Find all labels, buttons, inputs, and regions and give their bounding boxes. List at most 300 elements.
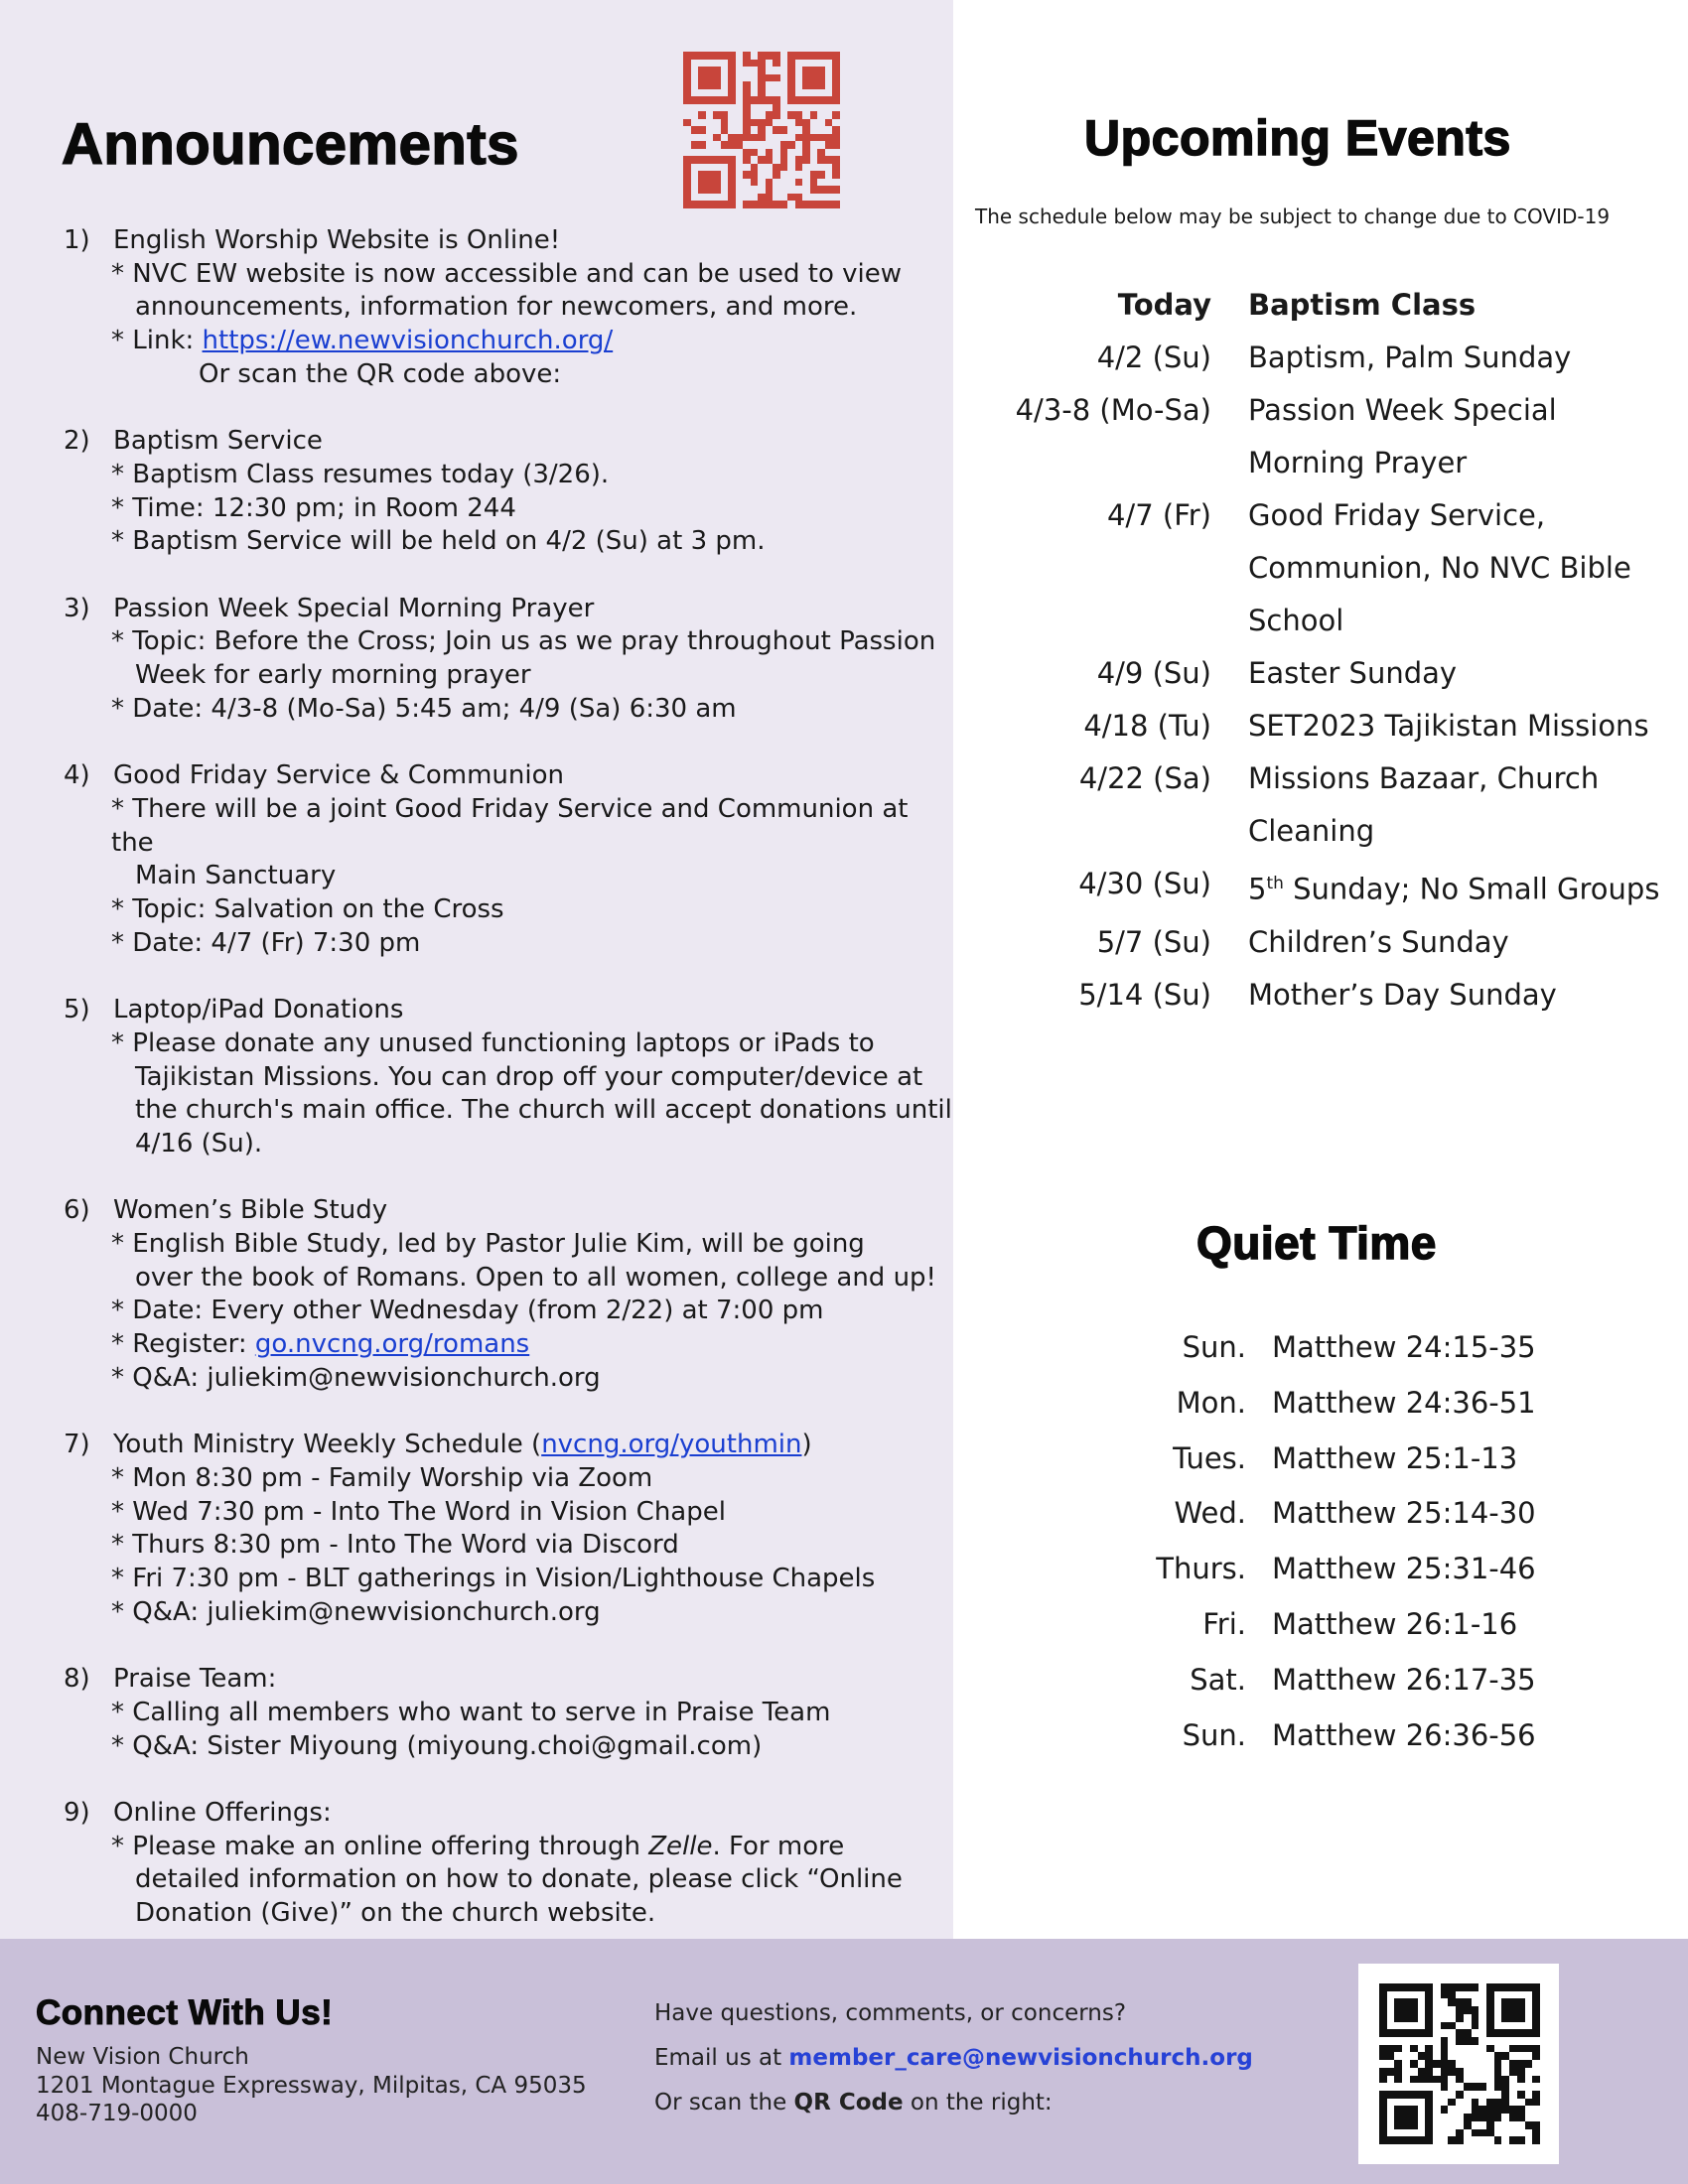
qr-module [1501,2006,1509,2014]
qr-module [1464,2114,1472,2121]
qr-module [1494,2014,1502,2022]
qr-module [817,194,825,202]
qr-module [787,201,795,208]
event-date: 4/2 (Su) [1096,341,1211,374]
qr-module [795,89,803,97]
youth-ministry-link[interactable]: nvcng.org/youthmin [541,1430,802,1460]
qr-module [817,52,825,60]
qr-module [766,164,774,172]
qr-module [721,156,729,164]
qr-module [698,134,706,142]
qr-module [1425,2106,1433,2114]
qr-module [1433,2068,1441,2076]
qr-module [1478,2083,1486,2091]
qr-module [758,134,766,142]
qr-module [728,134,736,142]
qr-module [1464,2099,1472,2107]
event-desc: Sunday; No Small Groups [1283,872,1660,906]
qr-module [1456,2060,1464,2068]
qr-module [1418,2014,1426,2022]
qr-module [1525,2106,1533,2114]
qr-module [698,81,706,89]
item-line: * Baptism Service will be held on 4/2 (Su) at 3 pm. [111,526,766,557]
qr-module [751,60,759,68]
church-phone: 408-719-0000 [36,2101,198,2126]
qr-module [1394,2014,1402,2022]
qr-module [780,89,788,97]
qr-module [691,141,699,149]
qr-module [1379,2099,1387,2107]
qr-module [1402,2114,1410,2121]
qr-module [1441,2037,1449,2045]
qr-module [751,201,759,208]
qr-module [780,171,788,179]
qr-module [728,60,736,68]
item-line: * Q&A: juliekim@newvisionchurch.org [111,1596,601,1627]
qr-module [1394,1983,1402,1991]
qr-module [787,119,795,127]
qr-module [691,81,699,89]
qr-module [721,171,729,179]
qr-module [1486,2068,1494,2076]
qr-module [817,179,825,187]
qr-module [825,194,833,202]
qr-module [787,74,795,82]
qr-module [795,81,803,89]
announcement-item [64,1797,957,1931]
events-title: Upcoming Events [1084,110,1511,166]
qr-module [706,134,714,142]
qr-module [795,194,803,202]
qr-module [802,156,810,164]
qr-code-icon-bottom[interactable] [1379,1983,1540,2144]
item-number: 8) [64,1664,90,1695]
qr-module [1486,1998,1494,2006]
qr-module [691,67,699,74]
qr-module [1402,2014,1410,2022]
qr-module [1472,2099,1479,2107]
qr-module [691,119,699,127]
qr-module [1425,2037,1433,2045]
qr-module [1486,2106,1494,2114]
qr-module [1441,2014,1449,2022]
qr-module [683,52,691,60]
quiet-time-row [1142,1597,1536,1653]
qr-module [751,81,759,89]
qr-module [758,74,766,82]
qr-module [1472,1991,1479,1999]
item-line: * Mon 8:30 pm - Family Worship via Zoom [111,1462,653,1493]
qr-module [817,186,825,194]
qr-module [1525,2052,1533,2060]
qr-module [1456,2037,1464,2045]
qr-module [766,179,774,187]
qr-module [1418,1998,1426,2006]
qr-module [795,74,803,82]
qr-module [721,67,729,74]
qr-module [1456,1983,1464,1991]
qr-module [758,89,766,97]
qr-module [1441,1998,1449,2006]
qr-code-icon-top[interactable] [683,52,840,208]
qr-module [1418,2106,1426,2114]
qr-module [1501,2099,1509,2107]
qr-module [683,156,691,164]
qr-module [1532,2006,1540,2014]
quiet-time-table [1142,1320,1536,1763]
qr-module [1509,2076,1517,2084]
qr-module [728,96,736,104]
events-table [1013,279,1665,1022]
quiet-time-row [1142,1432,1536,1487]
qr-module [751,156,759,164]
qr-module [795,126,803,134]
qr-module [795,164,803,172]
qr-module [1425,2091,1433,2099]
qr-module [1394,2136,1402,2144]
qr-module [832,171,840,179]
qr-module [1410,1983,1418,1991]
qr-module [1501,2045,1509,2053]
qr-module [736,52,744,60]
qr-module [1448,1983,1456,1991]
qr-module [1525,2091,1533,2099]
item-title: Passion Week Special Morning Prayer [113,593,595,623]
item-line: . For more [712,1831,845,1861]
qr-module [1433,1991,1441,1999]
qr-module [1494,2068,1502,2076]
qr-module [728,194,736,202]
qr-module [728,104,736,112]
qr-module [1433,1983,1441,1991]
qr-module [1472,2014,1479,2022]
qr-module [751,171,759,179]
qr-module [1425,2029,1433,2037]
qr-module [780,194,788,202]
qr-module [795,119,803,127]
qr-module [1525,2029,1533,2037]
events-header-date: Today [1117,288,1211,322]
qr-module [698,194,706,202]
link-prefix: * Link: [111,326,203,356]
qr-module [832,164,840,172]
qr-module [780,67,788,74]
qr-module [817,141,825,149]
qr-module [1418,2099,1426,2107]
qr-module [1448,2037,1456,2045]
qr-module [691,74,699,82]
qr-module [1387,2114,1395,2121]
qr-module [780,134,788,142]
qr-module [1402,2068,1410,2076]
qr-module [1501,2106,1509,2114]
qr-module [1525,2121,1533,2129]
qr-module [795,96,803,104]
qr-module [1501,2083,1509,2091]
qr-module [773,104,780,112]
qr-module [1448,2060,1456,2068]
item-line: * Q&A: Sister Miyoung (miyoung.choi@gmail.com) [111,1730,763,1761]
qr-module [1486,2014,1494,2022]
qr-module [810,104,818,112]
qr-module [780,96,788,104]
qr-module [1448,2136,1456,2144]
qr-module [1379,1983,1387,1991]
qr-module [1501,2114,1509,2121]
event-desc: SET2023 Tajikistan Missions [1248,709,1649,743]
qr-module [1509,2014,1517,2022]
qr-module [773,171,780,179]
qr-module [1509,2099,1517,2107]
qr-module [1509,2029,1517,2037]
qr-module [698,89,706,97]
register-link[interactable]: go.nvcng.org/romans [254,1329,530,1360]
qr-module [1472,2052,1479,2060]
qr-module [1379,2136,1387,2144]
qr-module [736,156,744,164]
qr-module [1509,2060,1517,2068]
qr-module [1441,2091,1449,2099]
qr-module [1448,2022,1456,2030]
qr-module [825,104,833,112]
qr-module [787,164,795,172]
qr-module [1517,2006,1525,2014]
qr-module [1472,2060,1479,2068]
qr-module [1472,2129,1479,2137]
qr-module [1501,2076,1509,2084]
qr-module [810,171,818,179]
qr-module [1410,2052,1418,2060]
zelle-text: Zelle [648,1831,713,1861]
qt-day: Thurs. [1156,1552,1246,1586]
qr-module [683,81,691,89]
qr-module [698,104,706,112]
item-line: * Baptism Class resumes today (3/26). [111,459,610,489]
qr-module [721,186,729,194]
qr-module [1410,2006,1418,2014]
qr-module [1433,2114,1441,2121]
qr-module [1394,2029,1402,2037]
qr-module [810,134,818,142]
qt-day: Mon. [1176,1385,1246,1420]
qr-module [1525,2083,1533,2091]
qr-module [1441,2052,1449,2060]
qr-module [691,96,699,104]
qr-module [683,96,691,104]
qr-module [736,119,744,127]
qr-module [1472,2106,1479,2114]
qr-module [1464,2083,1472,2091]
qr-module [1517,2060,1525,2068]
event-date: 4/3-8 (Mo-Sa) [1015,393,1211,427]
qr-module [1525,1983,1533,1991]
event-row [1013,332,1665,384]
qr-module [766,81,774,89]
item-title-suffix: ) [801,1430,812,1460]
qr-module [1425,2052,1433,2060]
qr-module [1501,1998,1509,2006]
website-link[interactable]: https://ew.newvisionchurch.org/ [202,326,614,356]
qr-module [751,186,759,194]
qr-module [1525,2022,1533,2030]
qr-module [810,89,818,97]
qr-module [706,179,714,187]
qr-module [832,104,840,112]
qr-module [1379,2045,1387,2053]
qr-module [1464,2022,1472,2030]
qr-module [1472,2029,1479,2037]
qr-module [1448,2029,1456,2037]
qr-module [1517,2045,1525,2053]
qr-module [1532,2083,1540,2091]
qr-module [787,149,795,157]
qr-module [1402,2129,1410,2137]
qr-module [706,67,714,74]
qr-module [1472,1983,1479,1991]
qr-module [698,201,706,208]
qr-module [1379,2091,1387,2099]
qr-module [766,134,774,142]
qr-module [1532,2029,1540,2037]
event-row [1013,384,1665,489]
qr-module [1402,2136,1410,2144]
qr-module [1494,1998,1502,2006]
qr-module [1410,2121,1418,2129]
qr-module [691,179,699,187]
qr-module [1486,2037,1494,2045]
qr-module [751,179,759,187]
qr-module [1410,2068,1418,2076]
qr-module [1387,2060,1395,2068]
qr-module [802,134,810,142]
qr-module [1494,2037,1502,2045]
qr-module [825,201,833,208]
qr-module [802,67,810,74]
qr-module [1402,2099,1410,2107]
qr-module [766,89,774,97]
qr-module [1441,2136,1449,2144]
qr-module [751,164,759,172]
qr-module [713,81,721,89]
item-title: Baptism Service [113,426,323,457]
qr-module [802,149,810,157]
event-desc: Missions Bazaar, Church [1248,761,1600,795]
qr-module [1472,2136,1479,2144]
qr-module [817,89,825,97]
qr-module [743,89,751,97]
event-row [1013,647,1665,700]
qr-module [758,96,766,104]
qr-module [1472,2091,1479,2099]
qr-module [758,156,766,164]
qr-module [780,81,788,89]
qr-module [1402,2022,1410,2030]
qr-module [1494,2052,1502,2060]
qr-module [691,186,699,194]
qr-module [691,52,699,60]
qr-module [1501,2022,1509,2030]
qr-module [758,164,766,172]
qr-module [766,74,774,82]
qr-module [1494,1983,1502,1991]
qr-module [698,171,706,179]
qr-module [1525,2014,1533,2022]
qr-module [1433,2045,1441,2053]
qr-module [773,194,780,202]
qr-module [1517,2114,1525,2121]
qr-module [706,111,714,119]
qr-module [683,126,691,134]
qr-module [1448,2091,1456,2099]
item-line: * Time: 12:30 pm; in Room 244 [111,492,516,523]
qr-module [1472,2045,1479,2053]
qr-module [721,119,729,127]
qr-module [706,126,714,134]
qr-module [1402,2060,1410,2068]
qr-module [1464,2052,1472,2060]
qr-module [1509,2136,1517,2144]
qr-module [1441,1983,1449,1991]
qr-module [683,141,691,149]
qt-passage: Matthew 24:15-35 [1272,1330,1536,1364]
qr-module [1394,2052,1402,2060]
qr-module [1532,2068,1540,2076]
qr-module [706,96,714,104]
qr-module [1387,1998,1395,2006]
event-desc: Morning Prayer [1248,446,1468,479]
email-link[interactable]: member_care@newvisionchurch.org [788,2045,1253,2071]
qr-module [1387,2029,1395,2037]
qr-module [1394,2129,1402,2137]
item-line: over the book of Romans. Open to all women, college and up! [135,1262,936,1293]
qr-module [795,201,803,208]
qr-module [1494,2022,1502,2030]
qr-module [743,194,751,202]
qr-module [817,126,825,134]
qr-module [1433,2091,1441,2099]
qr-module [787,104,795,112]
qr-module [698,186,706,194]
qr-module [1410,2060,1418,2068]
qr-module [706,81,714,89]
qr-module [743,74,751,82]
qr-module [1517,2014,1525,2022]
qr-module [1379,2106,1387,2114]
qr-module [1418,2045,1426,2053]
qr-module [1418,2121,1426,2129]
qr-module [728,89,736,97]
qr-module [751,149,759,157]
qr-module [1456,2068,1464,2076]
qr-module [1494,2121,1502,2129]
item-number: 4) [64,760,90,791]
qr-module [1472,2083,1479,2091]
qr-module [1517,1983,1525,1991]
qr-module [1410,1998,1418,2006]
qr-module [810,81,818,89]
qr-module [1394,2083,1402,2091]
qr-module [698,67,706,74]
qr-module [706,89,714,97]
qr-module [802,111,810,119]
item-line: Or scan the QR code above: [199,358,562,389]
qr-module [1387,2083,1395,2091]
qr-module [1456,2052,1464,2060]
qr-module [1448,2129,1456,2137]
qr-module [721,104,729,112]
qr-module [1448,2052,1456,2060]
qr-module [773,89,780,97]
